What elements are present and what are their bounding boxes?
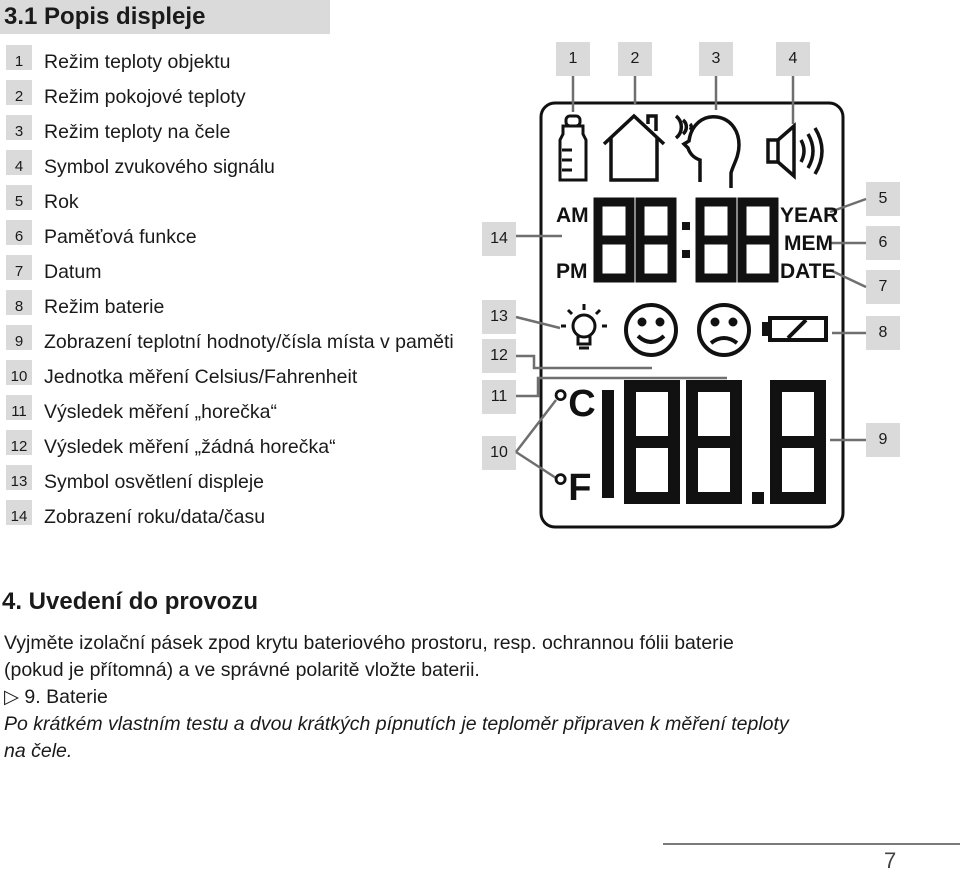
time-digits xyxy=(598,202,774,278)
legend-text: Symbol zvukového signálu xyxy=(44,156,275,178)
bottle-icon xyxy=(560,116,586,180)
happy-face-icon xyxy=(626,305,676,355)
callout-7: 7 xyxy=(866,270,900,304)
battery-icon xyxy=(764,318,826,340)
callout-13: 13 xyxy=(482,300,516,334)
legend-text: Výsledek měření „žádná horečka“ xyxy=(44,436,336,458)
legend-number: 2 xyxy=(6,80,32,105)
decimal-point xyxy=(752,492,764,504)
temperature-digits xyxy=(608,386,820,498)
callout-2: 2 xyxy=(618,42,652,76)
triangle-arrow-icon: ▷ xyxy=(4,686,19,708)
legend-number: 10 xyxy=(6,360,32,385)
cross-reference xyxy=(4,684,108,711)
legend-text: Výsledek měření „horečka“ xyxy=(44,401,278,423)
speaker-icon xyxy=(768,126,822,176)
am-indicator: AM xyxy=(556,204,589,227)
legend-text: Rok xyxy=(44,191,79,213)
section4-title: 4. Uvedení do provozu xyxy=(2,588,259,615)
house-icon xyxy=(604,116,664,180)
legend-text: Režim pokojové teploty xyxy=(44,86,246,108)
celsius-indicator: °C xyxy=(553,383,596,425)
legend-text: Režim baterie xyxy=(44,296,165,318)
legend-text: Zobrazení roku/data/času xyxy=(44,506,266,528)
callout-1: 1 xyxy=(556,42,590,76)
callout-9: 9 xyxy=(866,423,900,457)
legend-text: Datum xyxy=(44,261,102,283)
legend-text: Zobrazení teplotní hodnoty/čísla místa v paměti xyxy=(44,331,454,353)
legend-number: 11 xyxy=(6,395,32,420)
legend-text: Paměťová funkce xyxy=(44,226,197,248)
legend-text: Režim teploty objektu xyxy=(44,51,231,73)
pm-indicator: PM xyxy=(556,260,588,283)
callout-10: 10 xyxy=(482,436,516,470)
legend-text: Režim teploty na čele xyxy=(44,121,231,143)
date-indicator: DATE xyxy=(780,260,836,283)
note-line-1: Po krátkém vlastním testu a dvou krátkých pípnutích je teploměr připraven k měření teploty xyxy=(4,713,789,735)
note-line-2: na čele. xyxy=(4,740,73,762)
legend-text: Jednotka měření Celsius/Fahrenheit xyxy=(44,366,358,388)
section4-paragraph-line-1: Vyjměte izolační pásek zpod krytu bateriového prostoru, resp. ochrannou fólii baterie xyxy=(4,632,734,654)
sad-face-icon xyxy=(699,305,749,355)
legend-number: 3 xyxy=(6,115,32,140)
time-colon-bottom xyxy=(682,250,690,258)
footer-divider xyxy=(663,843,960,845)
legend-number: 9 xyxy=(6,325,32,350)
legend-number: 6 xyxy=(6,220,32,245)
reference-text: 9. Baterie xyxy=(24,686,108,708)
section-heading: 3.1 Popis displeje xyxy=(0,0,330,34)
forehead-head-icon xyxy=(676,116,739,188)
callout-5: 5 xyxy=(866,182,900,216)
legend-number: 12 xyxy=(6,430,32,455)
callout-14: 14 xyxy=(482,222,516,256)
fahrenheit-indicator: °F xyxy=(553,467,592,509)
bulb-icon xyxy=(561,304,607,348)
legend-number: 7 xyxy=(6,255,32,280)
legend-number: 1 xyxy=(6,45,32,70)
legend-number: 8 xyxy=(6,290,32,315)
mem-indicator: MEM xyxy=(784,232,833,255)
time-colon-top xyxy=(682,222,690,230)
callout-11: 11 xyxy=(482,380,516,414)
callout-4: 4 xyxy=(776,42,810,76)
callout-12: 12 xyxy=(482,339,516,373)
callout-6: 6 xyxy=(866,226,900,260)
page-number: 7 xyxy=(884,848,897,873)
legend-text: Symbol osvětlení displeje xyxy=(44,471,265,493)
callout-3: 3 xyxy=(699,42,733,76)
section4-paragraph-line-2: (pokud je přítomná) a ve správné polaritě vložte baterii. xyxy=(4,659,480,681)
callout-8: 8 xyxy=(866,316,900,350)
legend-number: 14 xyxy=(6,500,32,525)
legend-number: 5 xyxy=(6,185,32,210)
legend-number: 4 xyxy=(6,150,32,175)
year-indicator: YEAR xyxy=(780,204,839,227)
legend-number: 13 xyxy=(6,465,32,490)
